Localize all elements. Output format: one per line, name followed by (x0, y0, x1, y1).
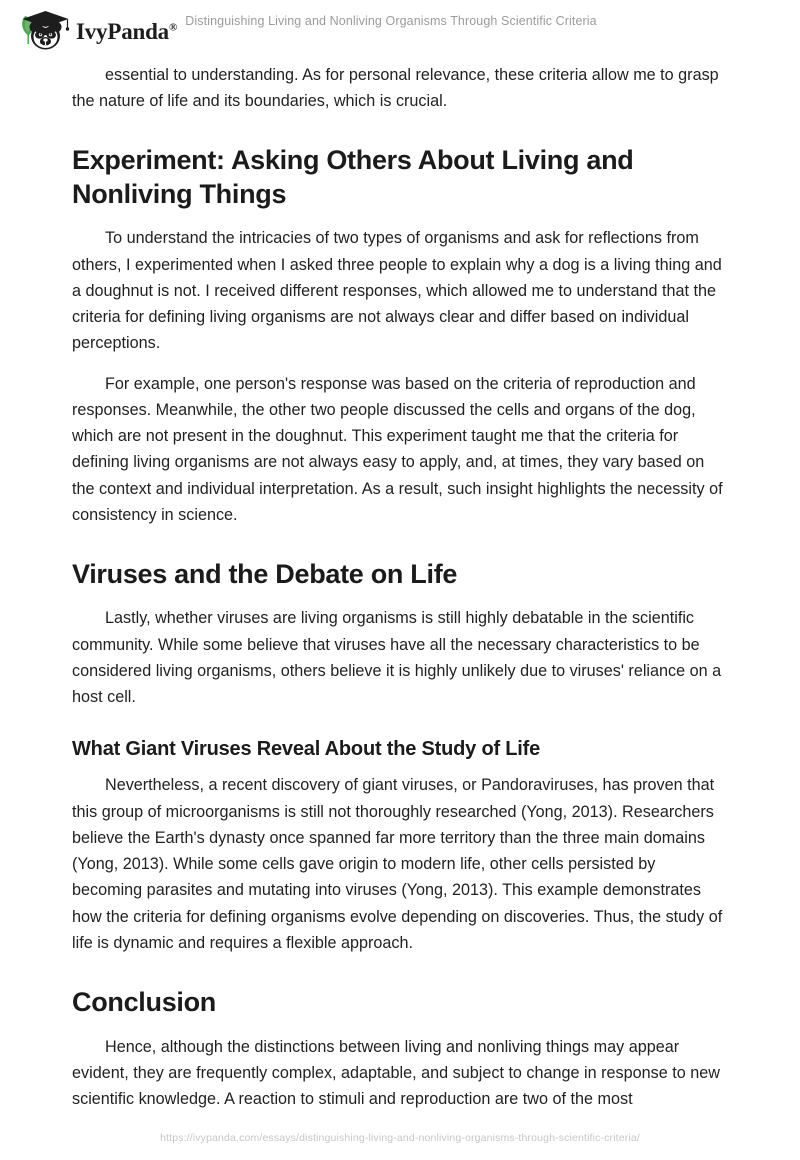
section-heading: Viruses and the Debate on Life (72, 558, 458, 589)
paragraph: To understand the intricacies of two types of organisms and ask for reflections from others, I experimented when I asked three people to explain why a dog is a living thing and a doughnut is not. I received different responses, which allowed me to understand that the criteria for defining living organisms are not always clear and differ based on individual perceptions. (72, 229, 722, 353)
paragraph: Nevertheless, a recent discovery of giant viruses, or Pandoraviruses, has proven that this group of microorganisms is still not thoroughly researched (Yong, 2013). Researchers believe the Earth's dynasty once spanned far more territory than the three main domains (Yong, 2013). While some cells gave origin to modern life, other cells persisted by becoming parasites and mutating into viruses (Yong, 2013). This example demonstrates how the criteria for defining organisms evolve depending on discoveries. Thus, the study of life is dynamic and requires a flexible approach. (72, 776, 723, 952)
page-footer (0, 1128, 800, 1146)
source-url[interactable]: https://ivypanda.com/essays/distinguishing-living-and-nonliving-organisms-through-scientific-criteria/ (160, 1132, 640, 1144)
running-title: Distinguishing Living and Nonliving Organisms Through Scientific Criteria (185, 14, 597, 28)
paragraph: Lastly, whether viruses are living organisms is still highly debatable in the scientific community. While some believe that viruses have all the necessary characteristics to be considered living organisms, others believe it is highly unlikely due to viruses' reliance on a host cell. (72, 609, 722, 707)
paragraph: For example, one person's response was based on the criteria of reproduction and responses. Meanwhile, the other two people discussed the cells and organs of the dog, which are not present in the doughnut. This experiment taught me that the criteria for defining living organisms are not always easy to apply, and, at times, they vary based on the context and individual interpretation. As a result, such insight highlights the necessity of consistency in science. (72, 374, 723, 524)
paragraph: essential to understanding. As for personal relevance, these criteria allow me to grasp the nature of life and its boundaries, which is crucial. (72, 66, 719, 111)
brand-name-text: IvyPanda (76, 18, 169, 44)
subsection-heading: What Giant Viruses Reveal About the Study of Life (72, 738, 541, 761)
registered-trademark-icon: ® (168, 20, 178, 33)
page-header (0, 0, 800, 62)
paragraph: Hence, although the distinctions between living and nonliving things may appear evident, they are frequently complex, adaptable, and subject to change in response to new scientific knowledge. A reaction to stimuli and reproduction are two of the most (72, 1037, 720, 1108)
section-heading: Conclusion (72, 987, 216, 1018)
section-heading: Experiment: Asking Others About Living and Nonliving Things (72, 145, 634, 209)
document-body (72, 62, 726, 1126)
